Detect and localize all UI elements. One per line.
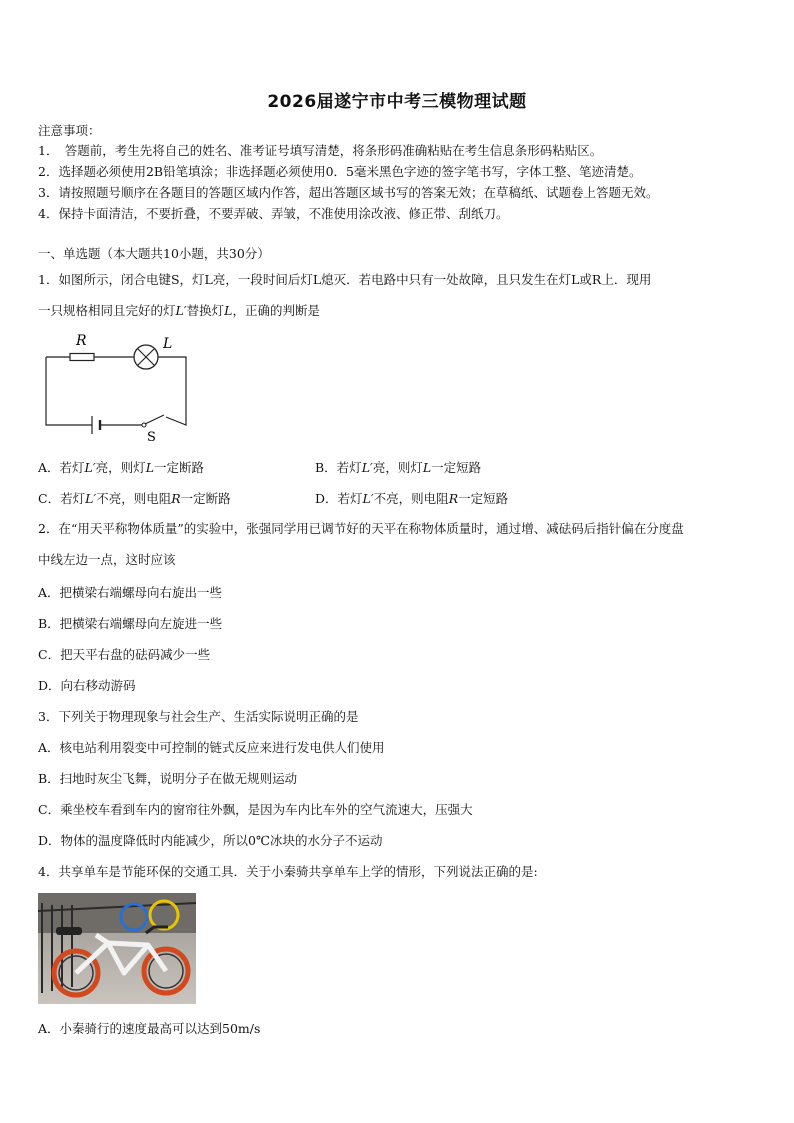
- question-2-text-cont: 中线左边一点，这时应该: [38, 552, 176, 567]
- switch-icon: [142, 415, 164, 427]
- lamp-lprime-symbol: L′: [85, 491, 97, 506]
- resistor-icon: [70, 354, 94, 361]
- circuit-diagram: [38, 325, 198, 443]
- question-3-text: 3．下列关于物理现象与社会生产、生活实际说明正确的是: [38, 709, 359, 724]
- resistor-r-symbol: R: [171, 491, 181, 506]
- battery-icon: [92, 416, 100, 434]
- notice-heading: 注意事项：: [38, 123, 101, 138]
- lamp-lprime-symbol: L′: [175, 303, 187, 318]
- q3-option-d: D．物体的温度降低时内能减少，所以0℃冰块的水分子不运动: [38, 833, 383, 848]
- option-text: 一定短路: [458, 491, 509, 506]
- q4-option-a: A．小秦骑行的速度最高可以达到50m/s: [38, 1021, 261, 1036]
- question-1-text-cont: [38, 302, 320, 320]
- q2-option-a: A．把横梁右端螺母向右旋出一些: [38, 585, 223, 600]
- q1-text-part: 一只规格相同且完好的灯: [38, 303, 176, 318]
- q3-option-a: A．核电站利用裂变中可控制的链式反应来进行发电供人们使用: [38, 740, 385, 755]
- option-text: 一定短路: [431, 460, 482, 475]
- option-text: 一定断路: [180, 491, 231, 506]
- notice-item: 3．请按照题号顺序在各题目的答题区域内作答，超出答题区域书写的答案无效；在草稿纸、试题卷上答题无效。: [38, 185, 659, 200]
- lamp-lprime-symbol: L′: [84, 460, 96, 475]
- lamp-l-symbol: L: [224, 303, 233, 318]
- question-2-text: 2．在“用天平称物体质量”的实验中，张强同学用已调节好的天平在称物体质量时，通过增、减砝码后指针偏在分度盘: [38, 521, 684, 536]
- shared-bike-photo: [38, 893, 196, 1004]
- q3-option-c: C．乘坐校车看到车内的窗帘往外飘，是因为车内比车外的空气流速大，压强大: [38, 802, 473, 817]
- q3-option-b: B．扫地时灰尘飞舞，说明分子在做无规则运动: [38, 771, 298, 786]
- notice-item: 1． 答题前，考生先将自己的姓名、准考证号填写清楚，将条形码准确粘贴在考生信息条形码粘贴区。: [38, 143, 603, 158]
- q2-option-d: D．向右移动游码: [38, 678, 136, 693]
- option-text: D．若灯: [315, 491, 363, 506]
- option-text: C．若灯: [38, 491, 86, 506]
- q2-option-c: C．把天平右盘的砝码减少一些: [38, 647, 211, 662]
- resistor-label: R: [76, 333, 87, 349]
- switch-label: S: [147, 430, 156, 443]
- question-4-text: 4．共享单车是节能环保的交通工具．关于小秦骑共享单车上学的情形，下列说法正确的是:: [38, 864, 538, 879]
- lamp-l-symbol: L: [145, 460, 154, 475]
- option-text: 不亮，则电阻: [96, 491, 172, 506]
- notice-item: 4．保持卡面清洁，不要折叠，不要弄破、弄皱，不准使用涂改液、修正带、刮纸刀。: [38, 206, 509, 221]
- q1-option-a: [38, 459, 204, 477]
- page-title: 2026届遂宁市中考三模物理试题: [267, 92, 527, 112]
- q2-option-b: B．把横梁右端螺母向左旋进一些: [38, 616, 223, 631]
- q1-text-part: ，正确的判断是: [232, 303, 320, 318]
- q1-option-b: [315, 459, 481, 477]
- q1-option-d: [315, 490, 508, 508]
- lamp-label: L: [163, 336, 173, 352]
- notice-item: 2．选择题必须使用2B铅笔填涂；非选择题必须使用0．5毫米黑色字迹的签字笔书写，字体工整、笔迹清楚。: [38, 164, 642, 179]
- lamp-lprime-symbol: L′: [361, 460, 373, 475]
- q1-option-c: [38, 490, 231, 508]
- option-text: 亮，则灯: [95, 460, 146, 475]
- option-text: 亮，则灯: [372, 460, 423, 475]
- option-text: A．若灯: [38, 460, 85, 475]
- lamp-lprime-symbol: L′: [362, 491, 374, 506]
- resistor-r-symbol: R: [448, 491, 459, 506]
- option-text: 不亮，则电阻: [373, 491, 449, 506]
- lamp-l-symbol: L: [422, 460, 432, 475]
- section-heading: 一、单选题（本大题共10小题，共30分）: [38, 246, 270, 261]
- question-1-text: 1．如图所示，闭合电键S，灯L亮，一段时间后灯L熄灭．若电路中只有一处故障，且只发生在灯L或R上．现用: [38, 272, 652, 287]
- option-text: 一定断路: [154, 460, 205, 475]
- option-text: B．若灯: [315, 460, 362, 475]
- q1-text-part: 替换灯: [186, 303, 225, 318]
- lamp-icon: [134, 345, 158, 369]
